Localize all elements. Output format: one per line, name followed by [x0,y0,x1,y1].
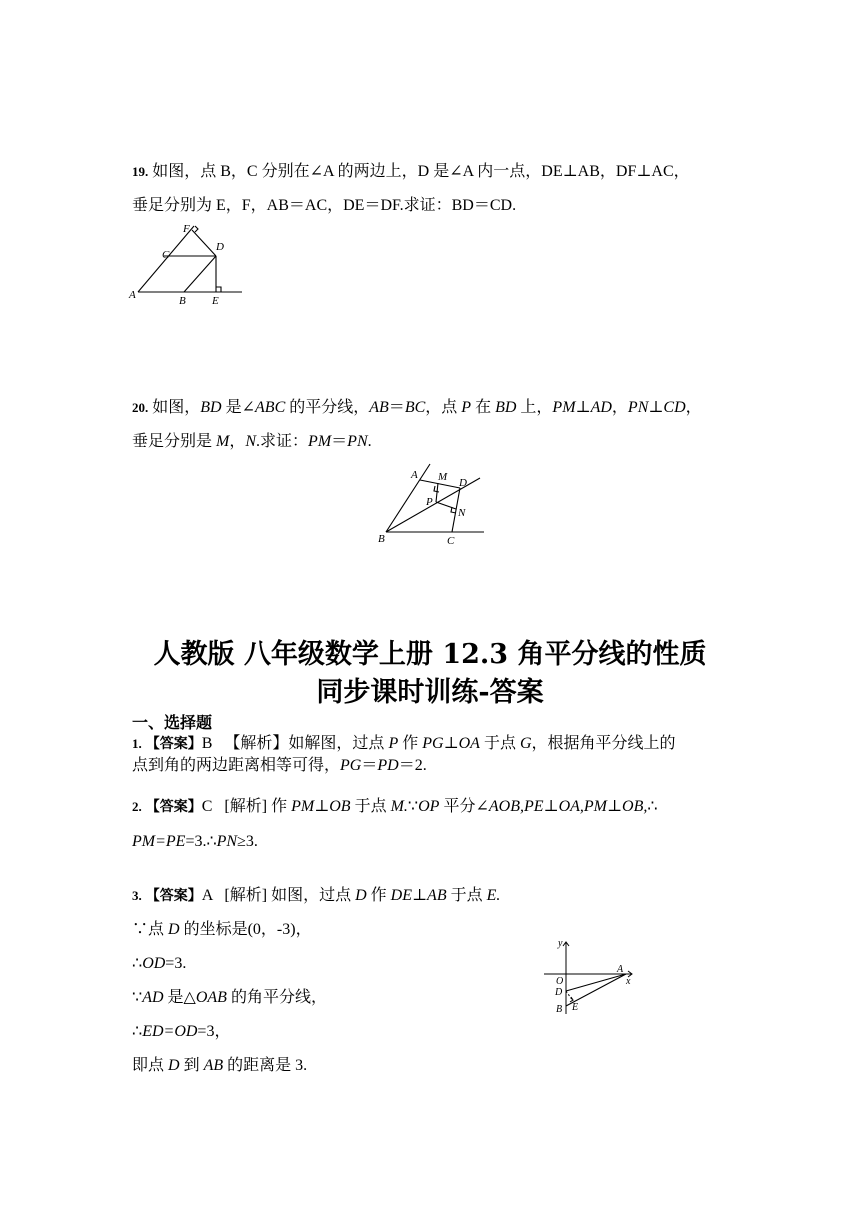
a2-t1f: M. [390,798,408,815]
q20-t2f: PM [308,433,332,450]
q20-line-pn [436,502,456,509]
q19-figure [120,218,260,310]
a3-t1h: E. [486,887,501,904]
a3-line2 [132,920,312,940]
q19-number: 19. [132,164,149,179]
a1-t2a: 点到角的两边距离相等可得， [132,757,341,774]
a2-t1k: ⊥ [543,798,559,815]
q20-t2i: . [367,433,372,450]
q20-t2h: PN [347,433,368,450]
q19-line-bd [184,256,216,292]
a1-t1b: P [388,735,399,752]
q19-label-c: C [162,249,170,261]
a1-t2c: ＝ [361,757,378,774]
a3-t6e: 的距离是 3. [227,1057,308,1074]
q20-t1o: ⊥ [575,399,591,416]
q19-right-angle-e [216,287,221,292]
q20-t1e: 的平分线， [289,399,370,416]
q19-line1 [132,162,690,182]
q20-t2e: .求证： [256,433,309,450]
q20-t1r: PN [627,399,649,416]
a1-number: 1. [132,736,142,751]
a3-t6d: AB [203,1057,224,1074]
a3-number: 3. [132,888,142,903]
q19-label-f: F [183,223,190,235]
a3-t4d: OAB [195,989,227,1006]
a3-label-e: E [572,1002,579,1013]
q20-t1g: ＝ [388,399,405,416]
q20-t2d: N [245,433,257,450]
a1-t1c: 作 [402,735,419,752]
a2-t1i: 平分∠ [443,798,489,815]
a3-t6c: 到 [183,1057,200,1074]
a3-t5c: =3， [197,1023,231,1040]
q19-text-1: 如图，点 B，C 分别在∠A 的两边上，D 是∠A 内一点，DE⊥AB，DF⊥AC， [152,163,690,180]
a2-t1c: ⊥ [314,798,330,815]
q19-label-b: B [179,295,186,307]
q20-line-pm [436,483,438,502]
q20-t1h: BC [404,399,426,416]
a3-t2b: D [168,921,180,938]
a3-t5a: ∴ [132,1023,143,1040]
q20-t1s: ⊥ [648,399,664,416]
a2-t1g: ∵ [407,798,419,815]
a1-t1d: PG [422,735,444,752]
a3-line6 [132,1056,307,1076]
q20-label-c: C [447,535,455,546]
a3-t1d: DE [390,887,412,904]
a3-label-a: A [617,964,624,975]
a3-t1e: ⊥ [412,887,428,904]
q20-label-a: A [411,469,418,481]
q19-line2 [132,196,516,216]
q20-t1q: ， [611,399,628,416]
a2-t1j: AOB,PE [488,798,544,815]
q20-t2g: ＝ [331,433,348,450]
a2-t1b: PM [291,798,315,815]
a3-t1f: AB [427,887,447,904]
q20-t1n: PM [552,399,576,416]
q19-text-2: 垂足分别为 E，F，AB＝AC，DE＝DF.求证：BD＝CD. [132,197,517,214]
a3-t4c: 是△ [167,989,196,1006]
a3-t6b: D [168,1057,180,1074]
q20-t1i: ，点 [425,399,458,416]
a3-tag: 【答案】 [145,889,202,904]
q20-t1u: ， [685,399,702,416]
a1-t1g: 于点 [483,735,516,752]
a3-label-b: B [556,1004,563,1015]
q19-right-angle-f [195,226,198,232]
a3-t4e: 的角平分线， [230,989,327,1006]
q20-t1p: AD [590,399,612,416]
q20-t1t: CD [663,399,686,416]
a3-line1 [132,886,500,907]
q20-t1f: AB [369,399,389,416]
a1-choice: B [201,735,213,752]
q20-t1l: BD [495,399,517,416]
q20-t1j: P [461,399,472,416]
a3-t3b: OD [142,955,166,972]
q19-label-d: D [216,241,224,253]
a3-label-y: y [558,938,563,949]
q19-label-e: E [212,295,219,307]
q20-t1a: 如图， [152,399,201,416]
a2-t1n: OB, [622,798,648,815]
a3-line-ad [566,974,626,991]
a3-t2a: ∵点 [132,921,165,938]
a2-t1e: 于点 [354,798,387,815]
a3-t1c: 作 [370,887,387,904]
a3-t1a: [解析] 如图，过点 [224,887,352,904]
a2-tag: 【答案】 [145,800,202,815]
q20-line2 [132,432,372,452]
q20-t1c: 是∠ [225,399,256,416]
q20-t1d: ABC [255,399,286,416]
a3-line5 [132,1022,230,1042]
a3-t1b: D [355,887,367,904]
a2-line1 [132,797,658,818]
a2-number: 2. [132,799,142,814]
answers-title-line1: 人教版 八年级数学上册 12.3 角平分线的性质 [153,639,707,670]
a1-t1a: 【解析】如解图，过点 [224,735,385,752]
a3-t5b: ED=OD [142,1023,198,1040]
a1-line1 [132,734,676,755]
a3-line4 [132,988,327,1008]
a1-tag: 【答案】 [145,737,202,752]
a2-t1m: ⊥ [607,798,623,815]
a1-t2b: PG [340,757,362,774]
a2-t1o: ∴ [647,798,658,815]
a3-line3 [132,954,186,974]
q20-figure [374,458,490,546]
q20-t2a: 垂足分别是 [132,433,213,450]
a2-t2d: ≥3. [237,833,258,850]
q19-label-a: A [129,289,136,301]
q20-label-p: P [426,496,433,508]
a3-label-d: D [555,987,563,998]
answers-title-line2: 同步课时训练-答案 [316,677,544,708]
q20-label-b: B [378,533,385,545]
a2-t1a: [解析] 作 [224,798,288,815]
a1-t2e: ＝2. [398,757,427,774]
q20-t1m: 上， [520,399,553,416]
q20-line1 [132,398,702,418]
q20-t2b: M [216,433,230,450]
a2-t1l: OA,PM [558,798,607,815]
a1-t1h: G [519,735,532,752]
a3-t1g: 于点 [450,887,483,904]
a2-choice: C [201,798,213,815]
a3-figure [540,936,640,1018]
a2-t2a: PM=PE [132,833,186,850]
a3-label-o: O [556,976,564,987]
a2-t2c: PN [216,833,238,850]
q20-label-d: D [459,477,467,489]
a3-label-x: x [626,976,631,987]
q20-line-ba [386,464,430,532]
a3-t6a: 即点 [132,1057,165,1074]
q20-t1k: 在 [475,399,492,416]
q19-line-df [192,230,216,256]
a3-t4a: ∵ [132,989,143,1006]
q20-t1b: BD [200,399,222,416]
section-heading: 一、选择题 [132,713,213,732]
q20-label-n: N [458,507,466,519]
q20-t2c: ， [229,433,246,450]
a1-t1i: ，根据角平分线上的 [531,735,676,752]
a3-line-de [566,991,573,1001]
a3-t4b: AD [142,989,164,1006]
q20-right-angle-m [434,486,439,492]
a1-t1f: OA [458,735,480,752]
a3-t3c: =3. [165,955,187,972]
a2-t1d: OB [329,798,351,815]
a3-t3a: ∴ [132,955,143,972]
a3-choice: A [201,887,213,904]
q20-number: 20. [132,400,149,415]
a3-t2c: 的坐标是(0，-3)， [183,921,312,938]
a1-t2d: PD [377,757,399,774]
a2-t1h: OP [418,798,440,815]
a1-t1e: ⊥ [443,735,459,752]
a2-t2b: =3.∴ [185,833,217,850]
a2-line2 [132,832,258,852]
a1-line2 [132,756,427,776]
q20-label-m: M [438,471,448,483]
